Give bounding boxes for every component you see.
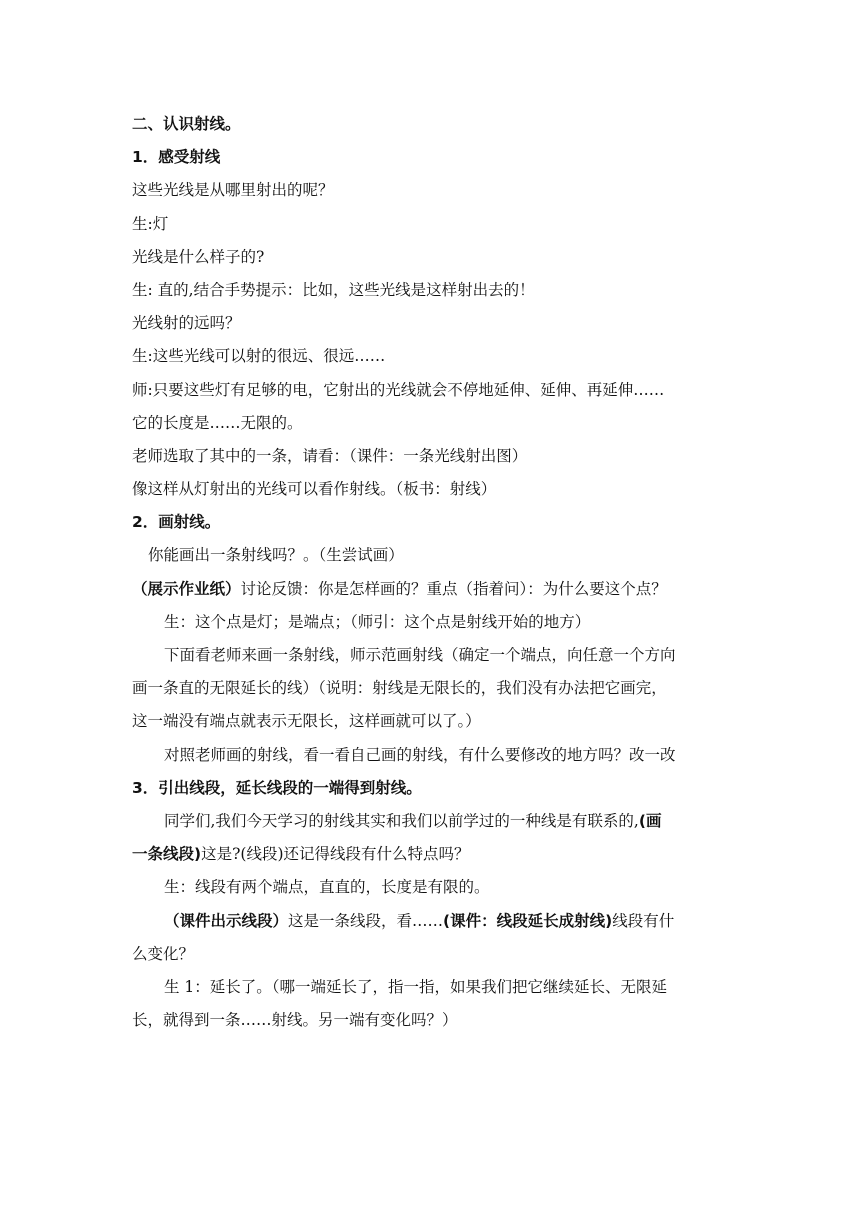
section-3-title: 3．引出线段，延长线段的一端得到射线。 [132,778,422,797]
paragraph: 光线是什么样子的? [132,247,265,266]
bold-phrase: (画 [638,811,662,830]
paragraph: 生：线段有两个端点，直直的，长度是有限的。 [164,878,490,897]
paragraph [132,573,732,606]
bold-phrase: 一条线段) [132,845,202,864]
document-body [132,108,732,1037]
paragraph: 画一条直的无限延长的线）（说明：射线是无限长的，我们没有办法把它画完， [132,679,667,698]
section-2-title: 2．画射线。 [132,513,221,532]
paragraph: 下面看老师来画一条射线，师示范画射线（确定一个端点，向任意一个方向 [164,646,676,664]
text-run: 这是一条线段，看…… [288,911,444,930]
paragraph [132,805,732,838]
paragraph: 这些光线是从哪里射出的呢？ [132,181,334,200]
paragraph: 长，就得到一条……射线。另一端有变化吗？） [132,1011,458,1030]
paragraph: 老师选取了其中的一条，请看：（课件：一条光线射出图） [132,446,528,465]
paragraph: 生: 直的,结合手势提示：比如，这些光线是这样射出去的！ [132,280,535,299]
paragraph [132,838,732,871]
paragraph: 么变化？ [132,944,195,963]
section-1-title: 1．感受射线 [132,148,221,167]
paragraph: 这一端没有端点就表示无限长，这样画就可以了。） [132,712,481,731]
bold-phrase: (课件：线段延长成射线) [443,911,613,930]
paragraph: 对照老师画的射线，看一看自己画的射线，有什么要修改的地方吗？改一改 [164,745,676,764]
paragraph [132,905,732,938]
paragraph: 生 1：延长了。（哪一端延长了，指一指，如果我们把它继续延长、无限延 [164,977,668,996]
text-run: 这是?(线段)还记得线段有什么特点吗？ [201,845,470,864]
bold-phrase: （课件出示线段） [164,911,289,930]
paragraph: 像这样从灯射出的光线可以看作射线。（板书：射线） [132,480,497,499]
paragraph: 它的长度是……无限的。 [132,413,303,432]
paragraph: 生:灯 [132,214,169,233]
paragraph: 生:这些光线可以射的很远、很远…… [132,347,386,366]
paragraph: 生：这个点是灯；是端点；（师引：这个点是射线开始的地方） [164,612,591,631]
paragraph: 师:只要这些灯有足够的电，它射出的光线就会不停地延伸、延伸、再延伸…… [132,380,665,399]
paragraph: 光线射的远吗？ [132,314,241,333]
bold-phrase: （展示作业纸） [132,579,241,598]
text-run: 同学们,我们今天学习的射线其实和我们以前学过的一种线是有联系的, [164,811,639,830]
paragraph: 你能画出一条射线吗？。（生尝试画） [148,546,404,565]
text-run: 讨论反馈：你是怎样画的？重点（指着问）：为什么要这个点？ [240,579,667,598]
heading-2: 二、认识射线。 [132,115,241,133]
text-run: 线段有什 [612,911,675,930]
